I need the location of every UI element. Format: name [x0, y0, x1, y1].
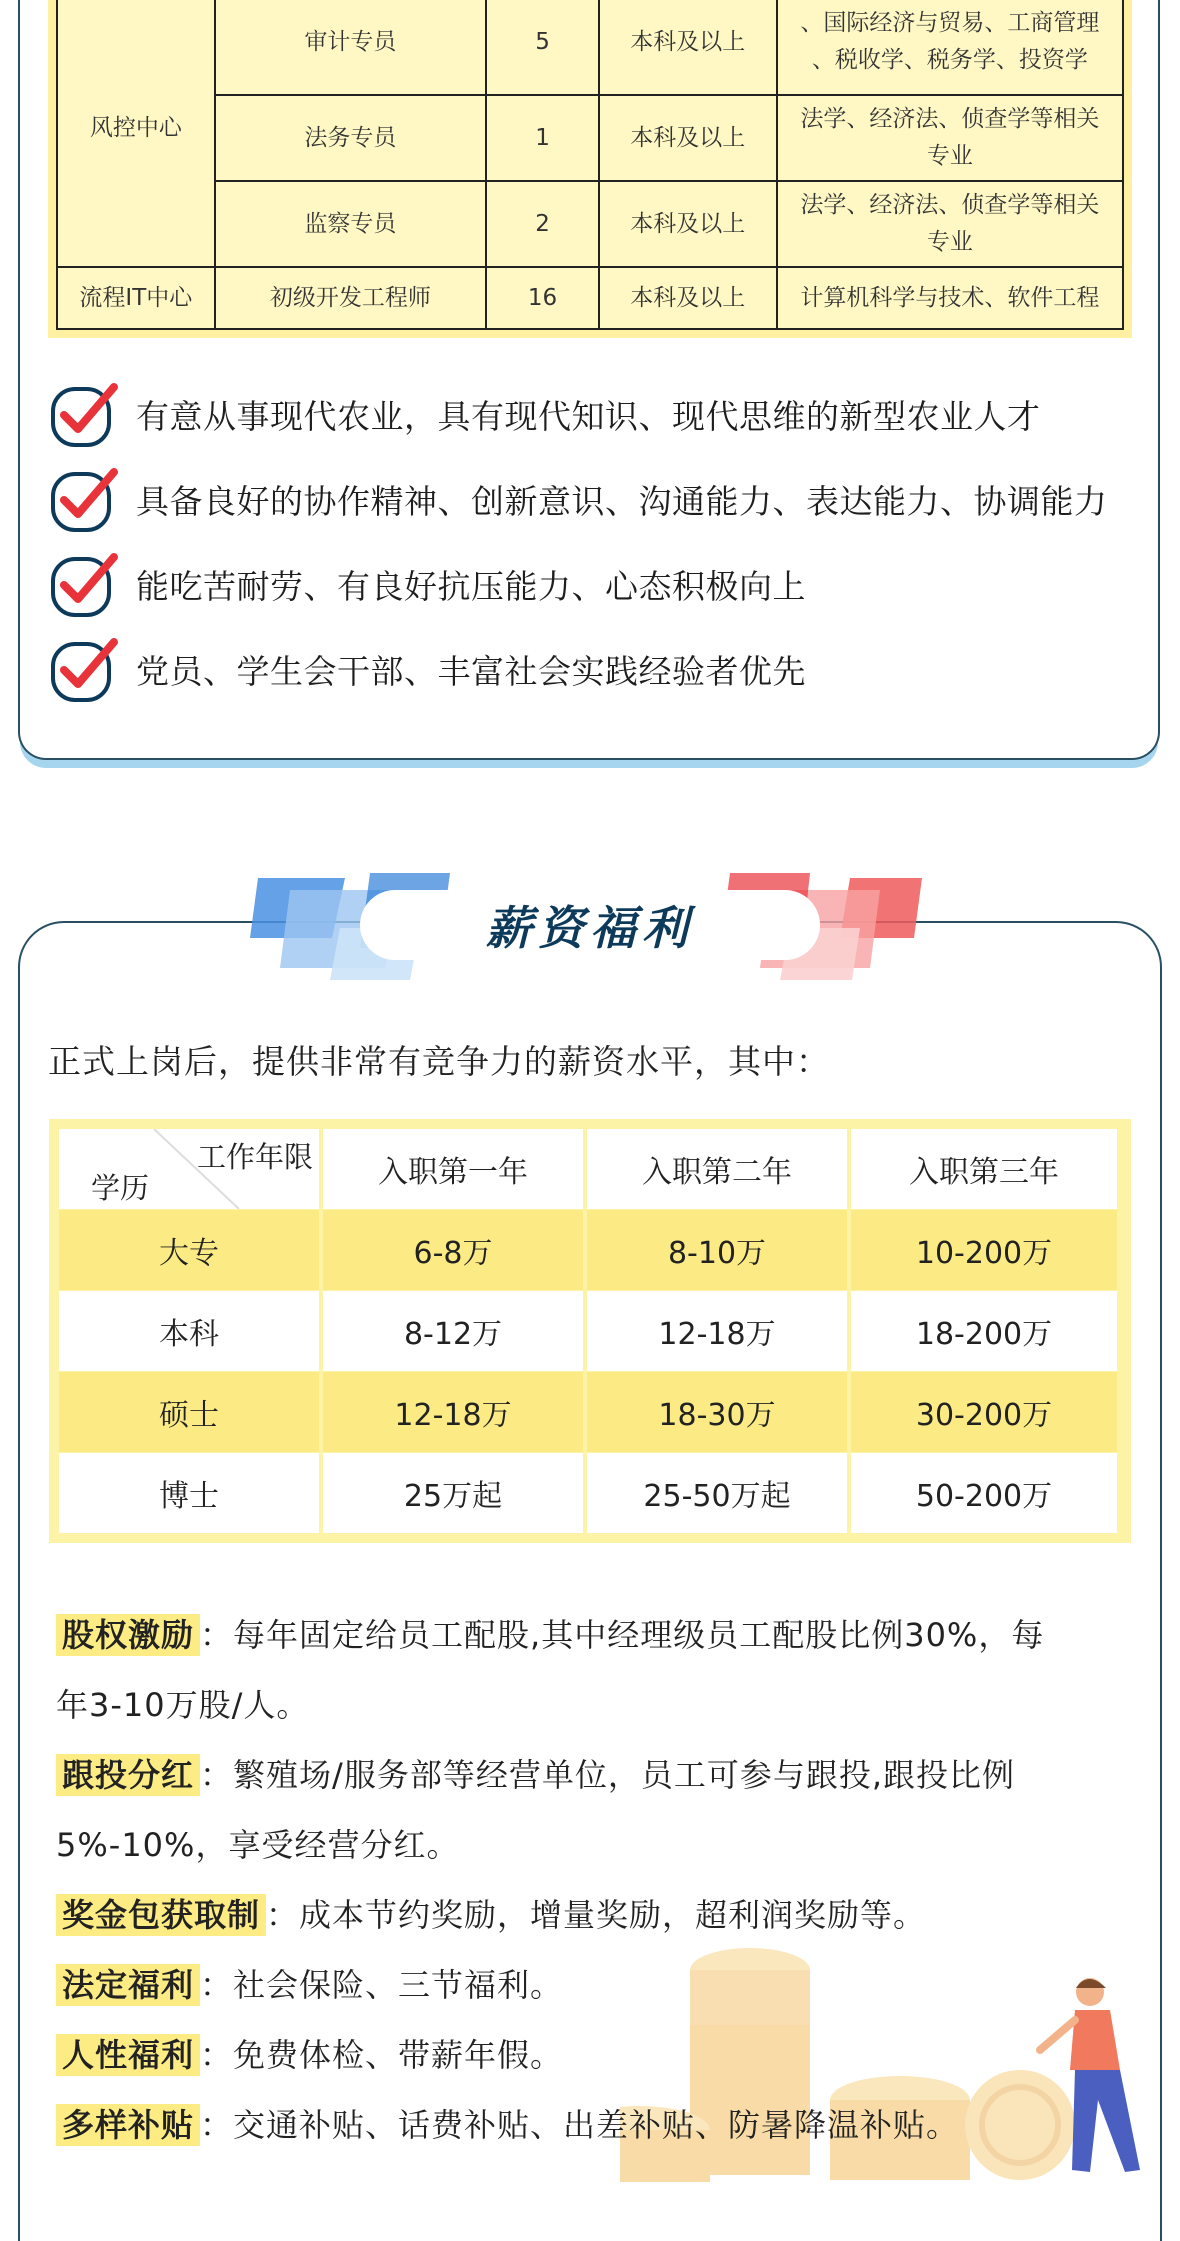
major-line: 法学、经济法、侦查学等相关	[800, 106, 1100, 132]
benefit-item: 奖金包获取制 ：成本节约奖励，增量奖励，超利润奖励等。	[56, 1880, 1136, 1950]
intro-text: 正式上岗后，提供非常有竞争力的薪资水平，其中：	[48, 1042, 830, 1081]
benefit-text: 每年固定给员工配股,其中经理级员工配股比例30%，每	[233, 1616, 1045, 1654]
edu-cell: 本科及以上	[599, 267, 777, 329]
salary-cell: 8-10万	[587, 1210, 847, 1290]
checkmark-icon	[48, 379, 120, 451]
salary-cell: 6-8万	[323, 1210, 583, 1290]
benefits-list	[56, 1600, 1136, 2160]
benefit-label: 奖金包获取制	[56, 1894, 266, 1936]
count-cell: 16	[486, 267, 599, 329]
benefit-label: 股权激励	[56, 1614, 200, 1656]
count-cell: 2	[486, 181, 599, 267]
benefit-item: 股权激励 ：每年固定给员工配股,其中经理级员工配股比例30%，每	[56, 1600, 1136, 1670]
checkmark-icon	[48, 634, 120, 706]
major-line: 法学、经济法、侦查学等相关	[800, 192, 1100, 218]
dept-cell: 流程IT中心	[57, 267, 215, 329]
benefit-item: 多样补贴 ：交通补贴、话费补贴、出差补贴、防暑降温补贴。	[56, 2090, 1136, 2160]
salary-cell: 18-200万	[851, 1291, 1117, 1371]
section-title: 薪资福利	[360, 890, 820, 960]
jobs-table	[48, 0, 1132, 338]
position-cell: 监察专员	[215, 181, 486, 267]
requirement-text: 能吃苦耐劳、有良好抗压能力、心态积极向上	[136, 567, 806, 606]
major-cell	[777, 0, 1123, 95]
salary-cell: 18-30万	[587, 1372, 847, 1452]
salary-cell: 8-12万	[323, 1291, 583, 1371]
row-label: 博士	[59, 1453, 319, 1533]
table-row	[57, 0, 1123, 95]
requirement-text: 有意从事现代农业，具有现代知识、现代思维的新型农业人才	[136, 397, 1041, 436]
benefit-label: 人性福利	[56, 2034, 200, 2076]
table-row	[59, 1372, 1121, 1452]
major-line: 、国际经济与贸易、工商管理	[800, 10, 1100, 36]
salary-table	[49, 1119, 1131, 1543]
salary-cell: 10-200万	[851, 1210, 1117, 1290]
position-cell: 初级开发工程师	[215, 267, 486, 329]
position-cell: 审计专员	[215, 0, 486, 95]
salary-cell: 30-200万	[851, 1372, 1117, 1452]
salary-cell: 50-200万	[851, 1453, 1117, 1533]
dept-cell: 风控中心	[57, 0, 215, 267]
corner-top-label: 工作年限	[196, 1140, 313, 1174]
major-cell: 计算机科学与技术、软件工程	[777, 267, 1123, 329]
requirement-text: 党员、学生会干部、丰富社会实践经验者优先	[136, 652, 806, 691]
benefit-text: 免费体检、带薪年假。	[233, 2036, 564, 2074]
table-header-row	[59, 1129, 1121, 1209]
corner-header	[59, 1129, 319, 1209]
major-cell	[777, 95, 1123, 181]
benefit-label: 跟投分红	[56, 1754, 200, 1796]
table-row	[57, 181, 1123, 267]
benefit-continuation: 年3-10万股/人。	[56, 1686, 310, 1724]
edu-cell: 本科及以上	[599, 181, 777, 267]
benefit-item: 人性福利 ：免费体检、带薪年假。	[56, 2020, 1136, 2090]
requirement-text: 具备良好的协作精神、创新意识、沟通能力、表达能力、协调能力	[136, 482, 1108, 521]
column-header: 入职第三年	[851, 1129, 1117, 1209]
benefit-item: 跟投分红 ：繁殖场/服务部等经营单位，员工可参与跟投,跟投比例	[56, 1740, 1136, 1810]
column-header: 入职第二年	[587, 1129, 847, 1209]
row-label: 本科	[59, 1291, 319, 1371]
benefit-item: 法定福利 ：社会保险、三节福利。	[56, 1950, 1136, 2020]
major-line: 专业	[926, 229, 973, 255]
section-title-banner	[250, 868, 930, 983]
benefit-text: 社会保险、三节福利。	[233, 1966, 564, 2004]
count-cell: 5	[486, 0, 599, 95]
benefit-label: 多样补贴	[56, 2104, 200, 2146]
table-row	[59, 1453, 1121, 1533]
count-cell: 1	[486, 95, 599, 181]
major-cell	[777, 181, 1123, 267]
position-cell: 法务专员	[215, 95, 486, 181]
salary-cell: 25万起	[323, 1453, 583, 1533]
table-row	[57, 267, 1123, 329]
edu-cell: 本科及以上	[599, 95, 777, 181]
row-label: 大专	[59, 1210, 319, 1290]
checkmark-icon	[48, 464, 120, 536]
list-item	[48, 627, 1128, 712]
list-item	[48, 457, 1128, 542]
benefit-text: 繁殖场/服务部等经营单位，员工可参与跟投,跟投比例	[233, 1756, 1015, 1794]
row-label: 硕士	[59, 1372, 319, 1452]
corner-bottom-label: 学历	[91, 1171, 150, 1205]
checkmark-icon	[48, 549, 120, 621]
table-row	[59, 1291, 1121, 1371]
salary-cell: 25-50万起	[587, 1453, 847, 1533]
benefit-text: 成本节约奖励，增量奖励，超利润奖励等。	[299, 1896, 927, 1934]
list-item	[48, 542, 1128, 627]
edu-cell: 本科及以上	[599, 0, 777, 95]
list-item	[48, 372, 1128, 457]
column-header: 入职第一年	[323, 1129, 583, 1209]
salary-cell: 12-18万	[587, 1291, 847, 1371]
salary-cell: 12-18万	[323, 1372, 583, 1452]
benefit-continuation: 5%-10%，享受经营分红。	[56, 1826, 460, 1864]
requirements-list	[48, 372, 1128, 712]
table-row	[57, 95, 1123, 181]
benefit-text: 交通补贴、话费补贴、出差补贴、防暑降温补贴。	[233, 2106, 960, 2144]
major-line: 、税收学、税务学、投资学	[811, 47, 1088, 73]
benefit-label: 法定福利	[56, 1964, 200, 2006]
table-row	[59, 1210, 1121, 1290]
major-line: 专业	[926, 143, 973, 169]
